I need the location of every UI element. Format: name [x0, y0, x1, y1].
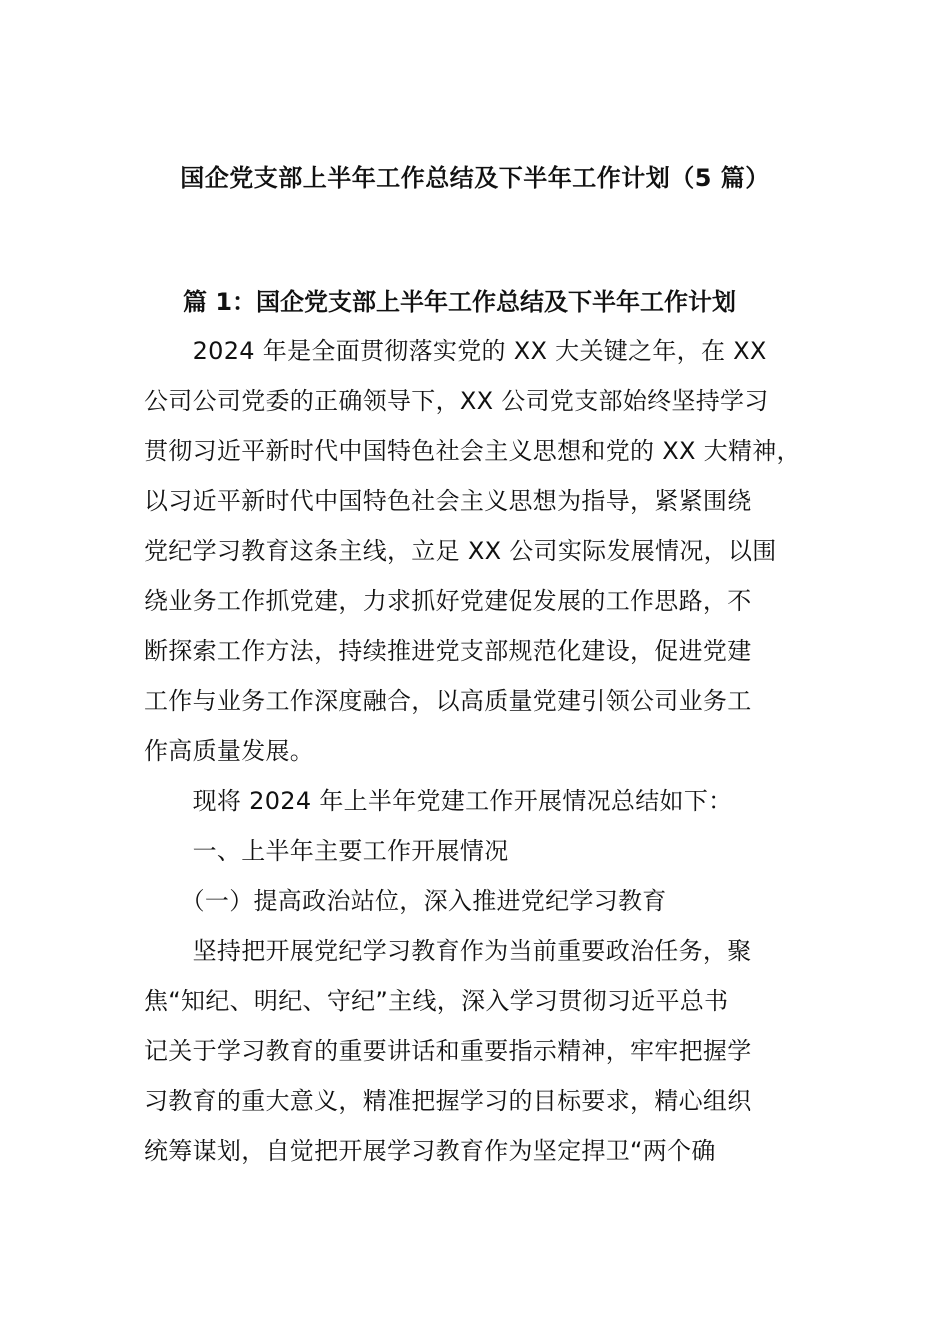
text-line: 现将 2024 年上半年党建工作开展情况总结如下：	[144, 787, 733, 815]
text-line: 断探索工作方法，持续推进党支部规范化建设，促进党建	[144, 637, 752, 665]
text-line: 公司公司党委的正确领导下，XX 公司党支部始终坚持学习	[144, 387, 769, 415]
paragraph-summary-lead	[144, 776, 834, 826]
text-line: 作高质量发展。	[144, 737, 315, 765]
text-line: 2024 年是全面贯彻落实党的 XX 大关键之年，在 XX	[144, 337, 767, 365]
text-line: （一）提高政治站位，深入推进党纪学习教育	[144, 887, 667, 915]
paragraph-intro	[144, 326, 834, 776]
text-line: 一、上半年主要工作开展情况	[144, 837, 509, 865]
heading-level-2	[144, 876, 834, 926]
text-line: 记关于学习教育的重要讲话和重要指示精神，牢牢把握学	[144, 1037, 752, 1065]
text-line: 贯彻习近平新时代中国特色社会主义思想和党的 XX 大精神，	[144, 437, 801, 465]
paragraph-body	[144, 926, 834, 1176]
section-title: 篇 1：国企党支部上半年工作总结及下半年工作计划	[183, 288, 737, 316]
text-line: 统筹谋划，自觉把开展学习教育作为坚定捍卫“两个确	[144, 1137, 716, 1165]
text-line: 绕业务工作抓党建，力求抓好党建促发展的工作思路，不	[144, 587, 752, 615]
document-title: 国企党支部上半年工作总结及下半年工作计划（5 篇）	[180, 164, 770, 192]
text-line: 坚持把开展党纪学习教育作为当前重要政治任务，聚	[144, 937, 752, 965]
text-line: 焦“知纪、明纪、守纪”主线，深入学习贯彻习近平总书	[144, 987, 729, 1015]
text-line: 党纪学习教育这条主线，立足 XX 公司实际发展情况，以围	[144, 537, 777, 565]
text-line: 工作与业务工作深度融合，以高质量党建引领公司业务工	[144, 687, 752, 715]
text-line: 习教育的重大意义，精准把握学习的目标要求，精心组织	[144, 1087, 752, 1115]
heading-level-1	[144, 826, 834, 876]
text-line: 以习近平新时代中国特色社会主义思想为指导，紧紧围绕	[144, 487, 752, 515]
